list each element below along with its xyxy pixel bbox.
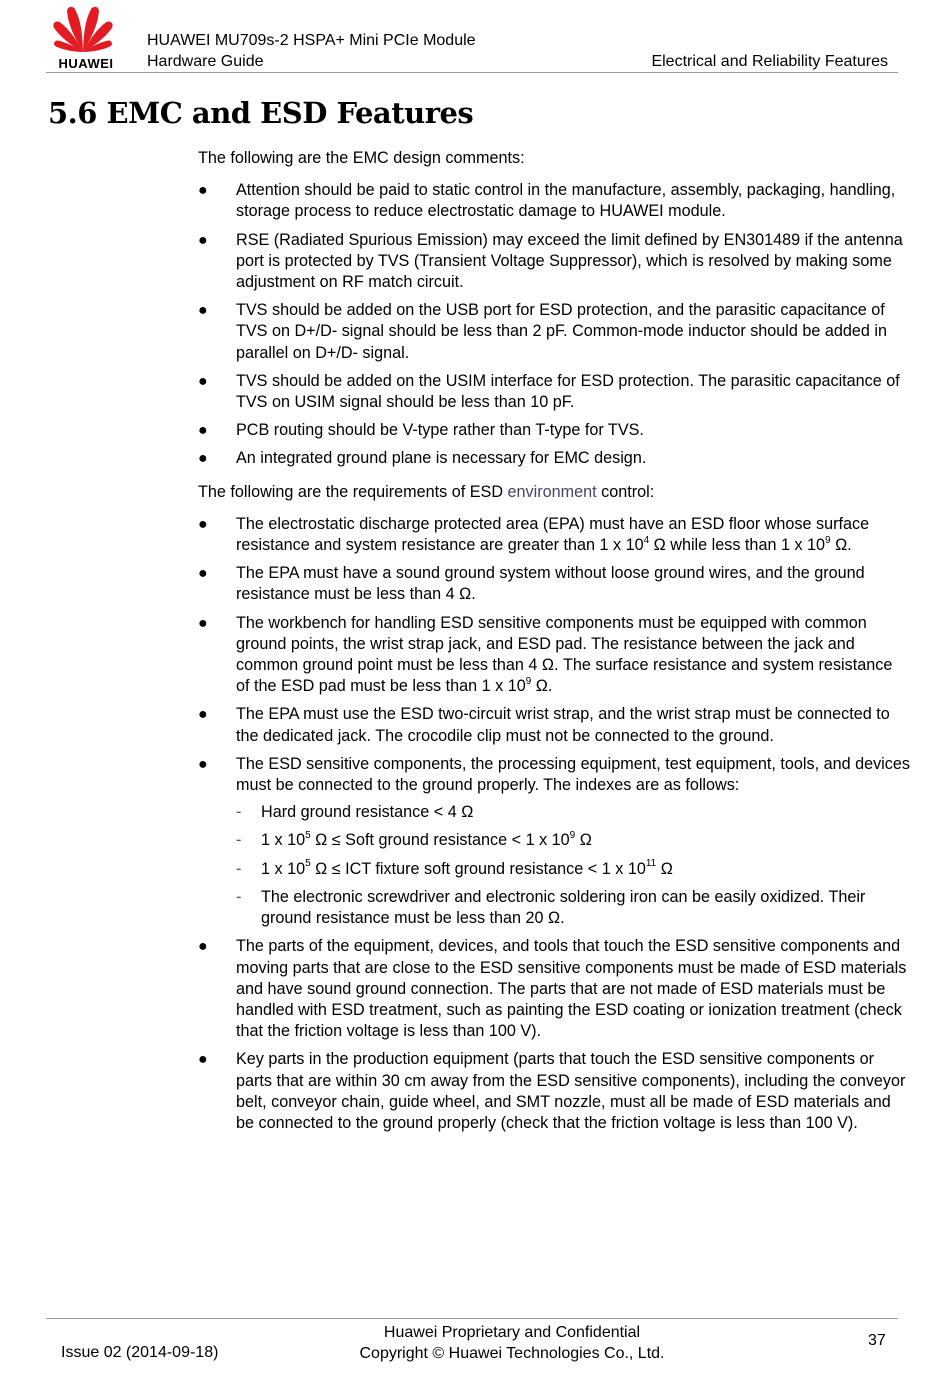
list-item: ● An integrated ground plane is necessary for EMC design. bbox=[198, 448, 910, 469]
list-item: ● TVS should be added on the USB port for ESD protection, and the parasitic capacitance of TVS on D+/D- signal should be less than 2 pF. Common-mode inductor should be added in parallel on D+/D- signal. bbox=[198, 301, 888, 362]
bullet-icon: ● bbox=[198, 372, 208, 390]
emc-list bbox=[198, 180, 910, 469]
document-title: HUAWEI MU709s-2 HSPA+ Mini PCIe Module bbox=[147, 32, 476, 49]
sub-list-item: - Hard ground resistance < 4 Ω bbox=[236, 802, 910, 823]
bullet-icon: ● bbox=[198, 614, 208, 632]
chapter-title: Electrical and Reliability Features bbox=[651, 53, 888, 70]
dash-icon: - bbox=[236, 859, 242, 878]
esd-intro: The following are the requirements of ESD environment control: bbox=[198, 482, 655, 501]
bullet-icon: ● bbox=[198, 565, 208, 583]
sub-list-item: - The electronic screwdriver and electronic soldering iron can be easily oxidized. Their ground resistance must be less than 20 Ω. bbox=[236, 887, 866, 928]
bullet-icon: ● bbox=[198, 450, 208, 468]
bullet-icon: ● bbox=[198, 515, 208, 533]
page-number: 37 bbox=[868, 1332, 886, 1349]
list-item: ● The electrostatic discharge protected area (EPA) must have an ESD floor whose surface resistance and system resistance are greater than 1 x $10^4$ Ω while less than 1 x $10^9$ Ω. bbox=[198, 514, 870, 555]
esd-list bbox=[198, 514, 910, 1134]
list-item: ● The workbench for handling ESD sensitive components must be equipped with common ground points, the wrist strap jack, and ESD pad. The resistance between the jack and common ground point must be less than 4 Ω. The surface resistance and system resistance of the ESD pad must be less than 1 x $10^9$ Ω. bbox=[198, 613, 893, 696]
bullet-icon: ● bbox=[198, 1051, 208, 1069]
main-content bbox=[198, 148, 910, 1146]
issue-date: Issue 02 (2014-09-18) bbox=[61, 1344, 219, 1361]
list-item: ● The EPA must have a sound ground system without loose ground wires, and the ground resistance must be less than 4 Ω. bbox=[198, 564, 865, 604]
huawei-logo bbox=[46, 2, 122, 70]
list-item: ● Key parts in the production equipment (parts that touch the ESD sensitive components or parts that are within 30 cm away from the ESD sensitive components), including the conveyor belt, conveyor chain, guide wheel, and SMT nozzle, must all be made of ESD materials and be connected to the ground properly (check that the friction voltage is less than 100 V). bbox=[198, 1050, 906, 1132]
dash-icon: - bbox=[236, 803, 242, 822]
sub-list-item: - 1 x $10^5$ Ω ≤ ICT fixture soft ground resistance < 1 x $10^{11}$ Ω bbox=[236, 859, 910, 880]
bullet-icon: ● bbox=[198, 231, 208, 249]
huawei-petal-logo-icon bbox=[46, 2, 122, 56]
bullet-icon: ● bbox=[198, 938, 208, 956]
sub-list-item: - 1 x $10^5$ Ω ≤ Soft ground resistance < 1 x $10^9$ Ω bbox=[236, 830, 910, 851]
dash-icon: - bbox=[236, 887, 242, 906]
footer-divider bbox=[46, 1318, 898, 1319]
copyright-block bbox=[340, 1322, 684, 1364]
list-item: ● The ESD sensitive components, the processing equipment, test equipment, tools, and devices must be connected to the ground properly. The indexes are as follows: - Hard ground resistance < 4 Ω - 1 x $10^5$ Ω ≤ Soft ground resistance < 1 x $10^9$ Ω - 1 x $10^5$ Ω ≤ ICT fixture soft ground resistance < 1 x $10^{11}$ Ω - The electronic screwdriver and electronic soldering iron can be easily oxidized. Their ground resistance must be less than 20 Ω. bbox=[198, 754, 910, 929]
dash-icon: - bbox=[236, 831, 242, 850]
bullet-icon: ● bbox=[198, 706, 208, 724]
page-header bbox=[46, 0, 898, 73]
highlighted-term: environment bbox=[507, 482, 597, 501]
emc-intro: The following are the EMC design comments: bbox=[198, 149, 525, 167]
document-title-block bbox=[147, 30, 476, 72]
bullet-icon: ● bbox=[198, 422, 208, 440]
list-item: ● The parts of the equipment, devices, and tools that touch the ESD sensitive components and moving parts that are close to the ESD sensitive components must be made of ESD materials and have sound ground connection. The parts that are not made of ESD materials must be handled with ESD treatment, such as painting the ESD coating or ionization treatment (check that the friction voltage is less than 100 V). bbox=[198, 937, 907, 1041]
ground-index-list bbox=[236, 802, 910, 929]
bullet-icon: ● bbox=[198, 182, 208, 200]
list-item: ● PCB routing should be V-type rather than T-type for TVS. bbox=[198, 420, 910, 441]
list-item: ● The EPA must use the ESD two-circuit wrist strap, and the wrist strap must be connected to the dedicated jack. The crocodile clip must not be connected to the ground. bbox=[198, 705, 890, 745]
bullet-icon: ● bbox=[198, 755, 208, 773]
list-item: ● RSE (Radiated Spurious Emission) may exceed the limit defined by EN301489 if the antenna port is protected by TVS (Transient Voltage Suppressor), which is resolved by making some adjustment on RF match circuit. bbox=[198, 230, 903, 292]
bullet-icon: ● bbox=[198, 302, 208, 320]
section-title: 5.6 EMC and ESD Features bbox=[48, 96, 474, 130]
list-item: ● TVS should be added on the USIM interface for ESD protection. The parasitic capacitance of TVS on USIM signal should be less than 10 pF. bbox=[198, 371, 900, 412]
document-subtitle: Hardware Guide bbox=[147, 53, 264, 70]
confidentiality-notice: Huawei Proprietary and Confidential bbox=[383, 1324, 641, 1341]
list-item: ● Attention should be paid to static control in the manufacture, assembly, packaging, handling, storage process to reduce electrostatic damage to HUAWEI module. bbox=[198, 181, 896, 221]
copyright-notice: Copyright © Huawei Technologies Co., Ltd. bbox=[359, 1345, 665, 1362]
logo-wordmark: HUAWEI bbox=[58, 56, 114, 71]
